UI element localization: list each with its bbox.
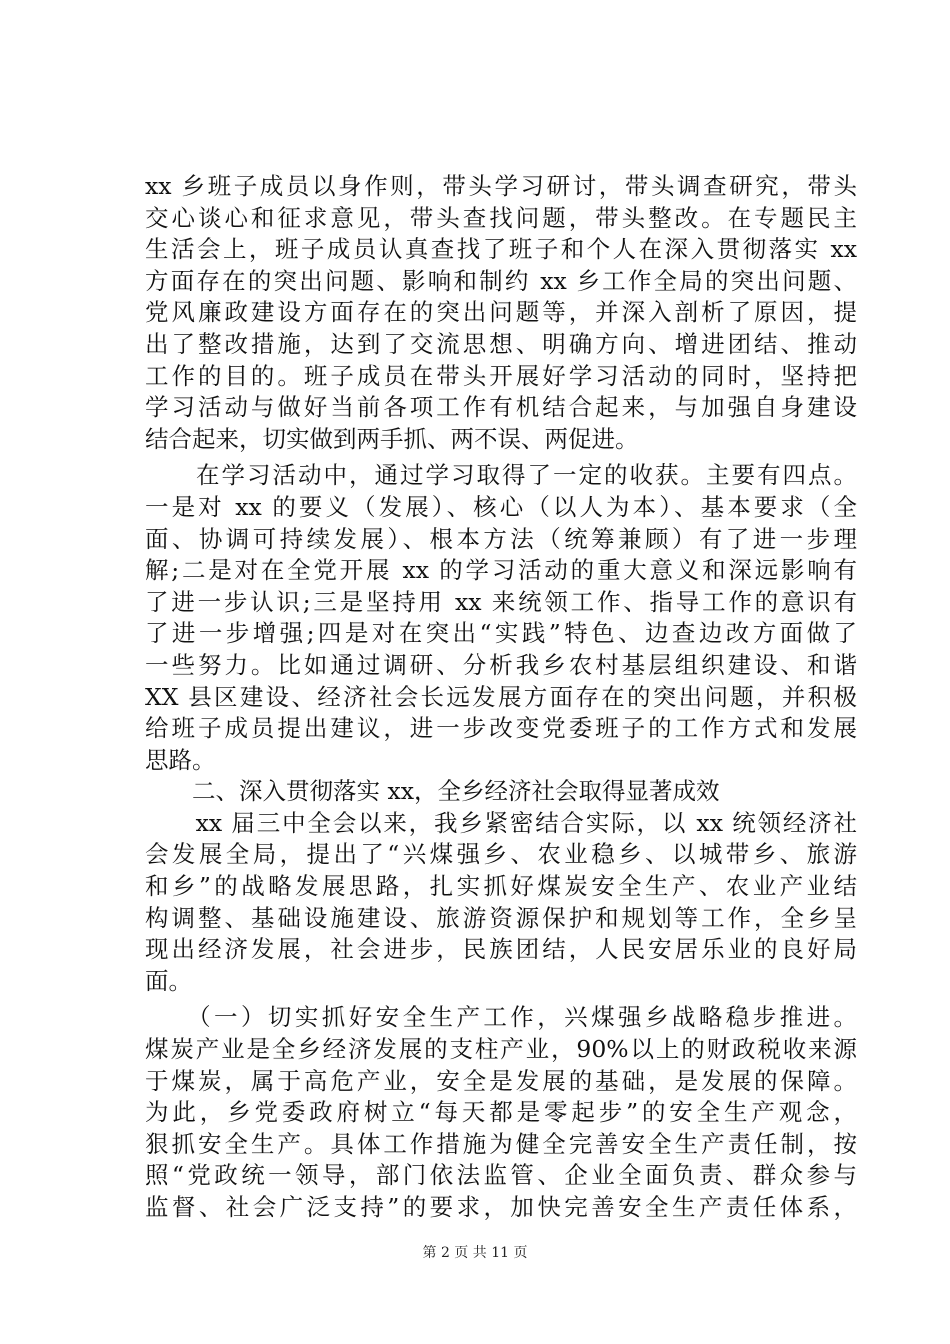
text-line: 了进一步认识;三是坚持用 xx 来统领工作、指导工作的意识有 bbox=[145, 587, 857, 616]
text-line: 于煤炭，属于高危产业，安全是发展的基础，是发展的保障。 bbox=[145, 1066, 857, 1095]
text-line: 为此，乡党委政府树立“每天都是零起步”的安全生产观念， bbox=[145, 1098, 857, 1127]
text-line: XX 县区建设、经济社会长远发展方面存在的突出问题，并积极 bbox=[145, 682, 857, 711]
text-line: 在学习活动中，通过学习取得了一定的收获。主要有四点。 bbox=[145, 461, 857, 490]
page-number: 第 2 页 共 11 页 bbox=[422, 1245, 528, 1261]
paragraph-2 bbox=[145, 460, 857, 776]
text-line: 煤炭产业是全乡经济发展的支柱产业，90%以上的财政税收来源 bbox=[145, 1035, 857, 1064]
text-line: 一些努力。比如通过调研、分析我乡农村基层组织建设、和谐 bbox=[145, 650, 857, 679]
text-line: 照“党政统一领导，部门依法监管、企业全面负责、群众参与 bbox=[145, 1161, 857, 1190]
text-line: 生活会上，班子成员认真查找了班子和个人在深入贯彻落实 xx bbox=[145, 235, 857, 264]
text-line: xx 乡班子成员以身作则，带头学习研讨，带头调查研究，带头 bbox=[145, 172, 857, 200]
text-line: 一是对 xx 的要义（发展）、核心（以人为本）、基本要求（全 bbox=[145, 492, 857, 521]
text-line: 面、协调可持续发展）、根本方法（统筹兼顾）有了进一步理 bbox=[145, 524, 857, 553]
paragraph-1 bbox=[145, 171, 857, 455]
text-line: 交心谈心和征求意见，带头查找问题，带头整改。在专题民主 bbox=[145, 203, 857, 232]
text-line: 会发展全局，提出了“兴煤强乡、农业稳乡、以城带乡、旅游 bbox=[145, 840, 857, 869]
text-line: 解;二是对在全党开展 xx 的学习活动的重大意义和深远影响有 bbox=[145, 556, 857, 585]
text-line: 学习活动与做好当前各项工作有机结合起来，与加强自身建设 bbox=[145, 393, 857, 422]
text-line: 党风廉政建设方面存在的突出问题等，并深入剖析了原因，提 bbox=[145, 298, 857, 327]
text-line: 构调整、基础设施建设、旅游资源保护和规划等工作，全乡呈 bbox=[145, 903, 857, 932]
text-line: 了进一步增强;四是对在突出“实践”特色、边查边改方面做了 bbox=[145, 619, 857, 648]
section-heading-line: 二、深入贯彻落实 xx，全乡经济社会取得显著成效 bbox=[145, 777, 720, 806]
text-line: 狠抓安全生产。具体工作措施为健全完善安全生产责任制，按 bbox=[145, 1129, 857, 1158]
text-line: 出了整改措施，达到了交流思想、明确方向、增进团结、推动 bbox=[145, 329, 857, 358]
text-line: （一）切实抓好安全生产工作，兴煤强乡战略稳步推进。 bbox=[145, 1003, 857, 1032]
paragraph-3 bbox=[145, 808, 857, 998]
text-line: 监督、社会广泛支持”的要求，加快完善安全生产责任体系， bbox=[145, 1193, 857, 1221]
text-line: 结合起来，切实做到两手抓、两不误、两促进。 bbox=[145, 424, 639, 453]
section-heading bbox=[145, 776, 857, 808]
text-line: 方面存在的突出问题、影响和制约 xx 乡工作全局的突出问题、 bbox=[145, 266, 857, 295]
document-body bbox=[145, 171, 857, 1224]
text-line: xx 届三中全会以来，我乡紧密结合实际，以 xx 统领经济社 bbox=[145, 808, 857, 837]
text-line: 现出经济发展，社会进步，民族团结，人民安居乐业的良好局 bbox=[145, 935, 857, 964]
text-line: 思路。 bbox=[145, 745, 216, 774]
paragraph-4 bbox=[145, 1002, 857, 1223]
text-line: 面。 bbox=[145, 966, 192, 995]
text-line: 和乡”的战略发展思路，扎实抓好煤炭安全生产、农业产业结 bbox=[145, 872, 857, 901]
text-line: 工作的目的。班子成员在带头开展好学习活动的同时，坚持把 bbox=[145, 361, 857, 390]
text-line: 给班子成员提出建议，进一步改变党委班子的工作方式和发展 bbox=[145, 714, 857, 743]
